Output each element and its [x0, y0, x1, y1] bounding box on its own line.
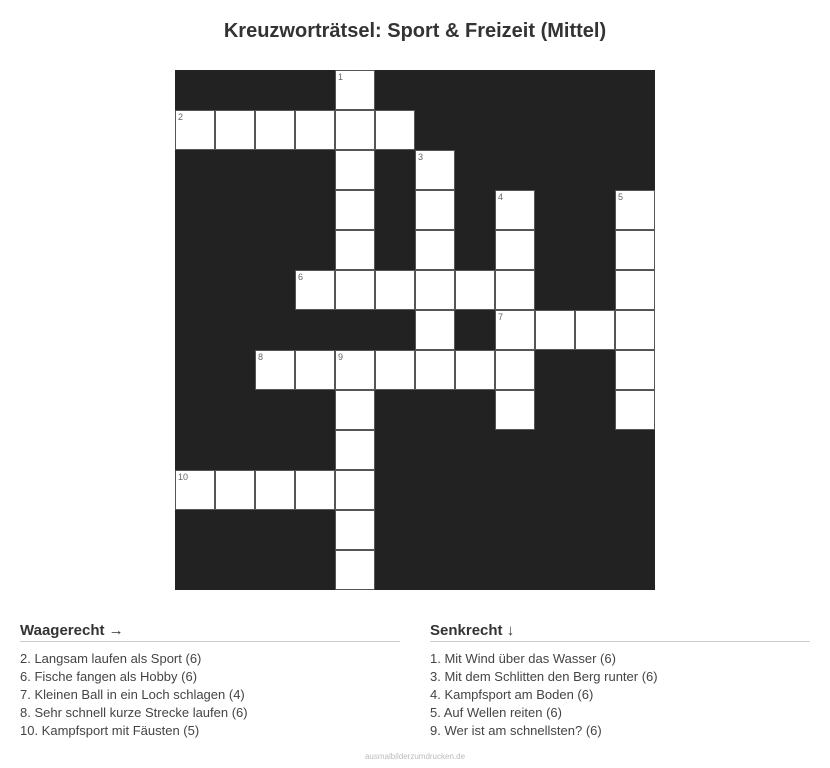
grid-cell[interactable] — [335, 350, 375, 390]
grid-cell[interactable] — [615, 390, 655, 430]
across-list — [20, 650, 400, 740]
grid-cell[interactable] — [415, 230, 455, 270]
clue-number: 9 — [338, 352, 344, 362]
grid-cell[interactable] — [335, 510, 375, 550]
grid-cell[interactable] — [335, 550, 375, 590]
grid-cell[interactable] — [375, 350, 415, 390]
grid-cell[interactable] — [335, 70, 375, 110]
grid-cell[interactable] — [295, 270, 335, 310]
grid-cell[interactable] — [495, 270, 535, 310]
grid-cell[interactable] — [295, 110, 335, 150]
grid-cell[interactable] — [175, 110, 215, 150]
down-clues — [430, 622, 810, 740]
grid-cell[interactable] — [335, 190, 375, 230]
clue-number: 6 — [298, 272, 304, 282]
clue-number: 2 — [178, 112, 184, 122]
grid-cell[interactable] — [615, 190, 655, 230]
grid-cell[interactable] — [335, 110, 375, 150]
clue-number: 10 — [178, 472, 189, 482]
grid-cell[interactable] — [335, 270, 375, 310]
clue-item: 10. Kampfsport mit Fäusten (5) — [20, 723, 200, 738]
clue-item: 6. Fische fangen als Hobby (6) — [20, 669, 198, 684]
grid-cell[interactable] — [495, 350, 535, 390]
grid-cell[interactable] — [375, 270, 415, 310]
grid-cell[interactable] — [495, 390, 535, 430]
grid-cell[interactable] — [335, 150, 375, 190]
grid-cell[interactable] — [575, 310, 615, 350]
clue-number: 8 — [258, 352, 264, 362]
down-list — [430, 650, 810, 740]
across-heading: Waagerecht → — [20, 622, 400, 642]
clue-item: 9. Wer ist am schnellsten? (6) — [430, 723, 602, 738]
grid-cell[interactable] — [175, 470, 215, 510]
grid-cell[interactable] — [255, 470, 295, 510]
clue-number: 1 — [338, 72, 344, 82]
grid-cell[interactable] — [415, 310, 455, 350]
grid-cell[interactable] — [295, 350, 335, 390]
grid-cell[interactable] — [215, 470, 255, 510]
clue-item: 4. Kampfsport am Boden (6) — [430, 687, 594, 702]
crossword-grid — [175, 70, 655, 590]
grid-cell[interactable] — [415, 150, 455, 190]
grid-cell[interactable] — [615, 270, 655, 310]
clue-item: 1. Mit Wind über das Wasser (6) — [430, 651, 616, 666]
grid-cell[interactable] — [295, 470, 335, 510]
down-heading: Senkrecht ↓ — [430, 622, 810, 642]
grid-cell[interactable] — [415, 350, 455, 390]
page-title: Kreuzworträtsel: Sport & Freizeit (Mittel) — [223, 20, 607, 42]
grid-cell[interactable] — [415, 190, 455, 230]
grid-cell[interactable] — [455, 350, 495, 390]
grid-cell[interactable] — [335, 390, 375, 430]
across-clues — [20, 622, 400, 740]
grid-cell[interactable] — [335, 230, 375, 270]
clue-item: 8. Sehr schnell kurze Strecke laufen (6) — [20, 705, 248, 720]
clue-item: 5. Auf Wellen reiten (6) — [430, 705, 562, 720]
clue-number: 5 — [618, 192, 624, 202]
grid-cell[interactable] — [615, 310, 655, 350]
grid-cell[interactable] — [615, 230, 655, 270]
clue-item: 7. Kleinen Ball in ein Loch schlagen (4) — [20, 687, 245, 702]
grid-cell[interactable] — [335, 470, 375, 510]
grid-cell[interactable] — [335, 430, 375, 470]
clue-number: 4 — [498, 192, 504, 202]
grid-cell[interactable] — [495, 310, 535, 350]
grid-cell[interactable] — [495, 190, 535, 230]
clue-number: 3 — [418, 152, 424, 162]
grid-cell[interactable] — [255, 350, 295, 390]
clue-item: 2. Langsam laufen als Sport (6) — [20, 651, 202, 666]
grid-cell[interactable] — [215, 110, 255, 150]
grid-cell[interactable] — [415, 270, 455, 310]
grid-cell[interactable] — [375, 110, 415, 150]
grid-cell[interactable] — [615, 350, 655, 390]
clue-item: 3. Mit dem Schlitten den Berg runter (6) — [430, 669, 658, 684]
grid-cell[interactable] — [535, 310, 575, 350]
clue-number: 7 — [498, 312, 504, 322]
grid-cell[interactable] — [495, 230, 535, 270]
footer-credit: ausmalbilderzumdrucken.de — [364, 752, 466, 761]
grid-cell[interactable] — [255, 110, 295, 150]
grid-cell[interactable] — [455, 270, 495, 310]
